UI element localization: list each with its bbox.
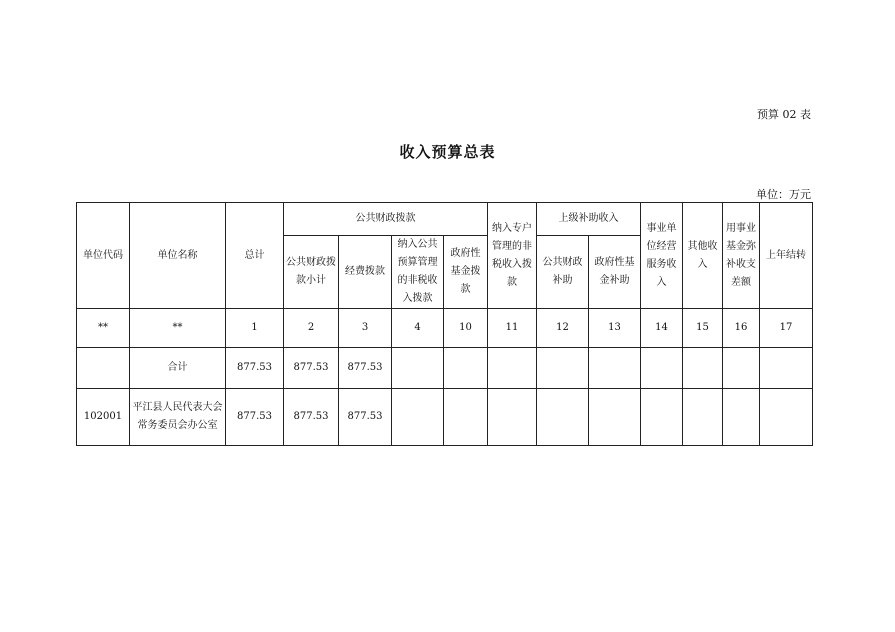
index-cell: 10 xyxy=(444,309,488,348)
unit-code-cell: 102001 xyxy=(77,389,130,446)
empty-cell xyxy=(589,389,641,446)
header-special-nontax: 纳入专户管理的非税收入拨款 xyxy=(488,203,537,309)
header-superior-subsidy: 上级补助收入 xyxy=(537,203,641,236)
header-gov-fund-subsidy: 政府性基金补助 xyxy=(589,236,641,309)
empty-cell xyxy=(392,389,444,446)
header-public-fiscal-subsidy: 公共财政补助 xyxy=(537,236,589,309)
form-number: 预算 02 表 xyxy=(757,108,811,121)
empty-cell xyxy=(444,389,488,446)
index-cell: 1 xyxy=(226,309,284,348)
index-cell: ** xyxy=(77,309,130,348)
empty-cell xyxy=(723,389,760,446)
total-row xyxy=(77,348,813,389)
header-business-income: 事业单位经营服务收入 xyxy=(641,203,683,309)
empty-cell xyxy=(392,348,444,389)
empty-cell xyxy=(760,348,813,389)
header-total: 总计 xyxy=(226,203,284,309)
header-row-1 xyxy=(77,203,813,236)
header-other-income: 其他收入 xyxy=(683,203,723,309)
index-row xyxy=(77,309,813,348)
index-cell: 4 xyxy=(392,309,444,348)
unit-label: 单位：万元 xyxy=(756,188,811,201)
empty-cell xyxy=(488,348,537,389)
unit-name-cell: 平江县人民代表大会常务委员会办公室 xyxy=(130,389,226,446)
empty-cell xyxy=(683,348,723,389)
header-nontax-budget: 纳入公共预算管理的非税收入拨款 xyxy=(392,236,444,309)
empty-cell xyxy=(723,348,760,389)
index-cell: 15 xyxy=(683,309,723,348)
index-cell: ** xyxy=(130,309,226,348)
index-cell: 11 xyxy=(488,309,537,348)
total-code-cell xyxy=(77,348,130,389)
total-label: 合计 xyxy=(130,348,226,389)
header-unit-name: 单位名称 xyxy=(130,203,226,309)
index-cell: 16 xyxy=(723,309,760,348)
header-public-fiscal-subtotal: 公共财政拨款小计 xyxy=(284,236,339,309)
header-unit-code: 单位代码 xyxy=(77,203,130,309)
total-total-cell: 877.53 xyxy=(226,348,284,389)
header-carry-over: 上年结转 xyxy=(760,203,813,309)
page-title: 收入预算总表 xyxy=(399,143,496,161)
subtotal-cell: 877.53 xyxy=(284,389,339,446)
income-budget-table xyxy=(76,202,813,446)
header-fund-make-up: 用事业基金弥补收支差额 xyxy=(723,203,760,309)
empty-cell xyxy=(537,348,589,389)
total-funding-cell: 877.53 xyxy=(339,348,392,389)
empty-cell xyxy=(760,389,813,446)
empty-cell xyxy=(444,348,488,389)
header-funding: 经费拨款 xyxy=(339,236,392,309)
index-cell: 3 xyxy=(339,309,392,348)
table-row xyxy=(77,389,813,446)
empty-cell xyxy=(488,389,537,446)
header-public-fiscal: 公共财政拨款 xyxy=(284,203,488,236)
index-cell: 2 xyxy=(284,309,339,348)
total-cell: 877.53 xyxy=(226,389,284,446)
index-cell: 12 xyxy=(537,309,589,348)
empty-cell xyxy=(537,389,589,446)
empty-cell xyxy=(589,348,641,389)
index-cell: 17 xyxy=(760,309,813,348)
funding-cell: 877.53 xyxy=(339,389,392,446)
index-cell: 14 xyxy=(641,309,683,348)
total-subtotal-cell: 877.53 xyxy=(284,348,339,389)
index-cell: 13 xyxy=(589,309,641,348)
empty-cell xyxy=(683,389,723,446)
header-gov-fund: 政府性基金拨款 xyxy=(444,236,488,309)
empty-cell xyxy=(641,348,683,389)
empty-cell xyxy=(641,389,683,446)
